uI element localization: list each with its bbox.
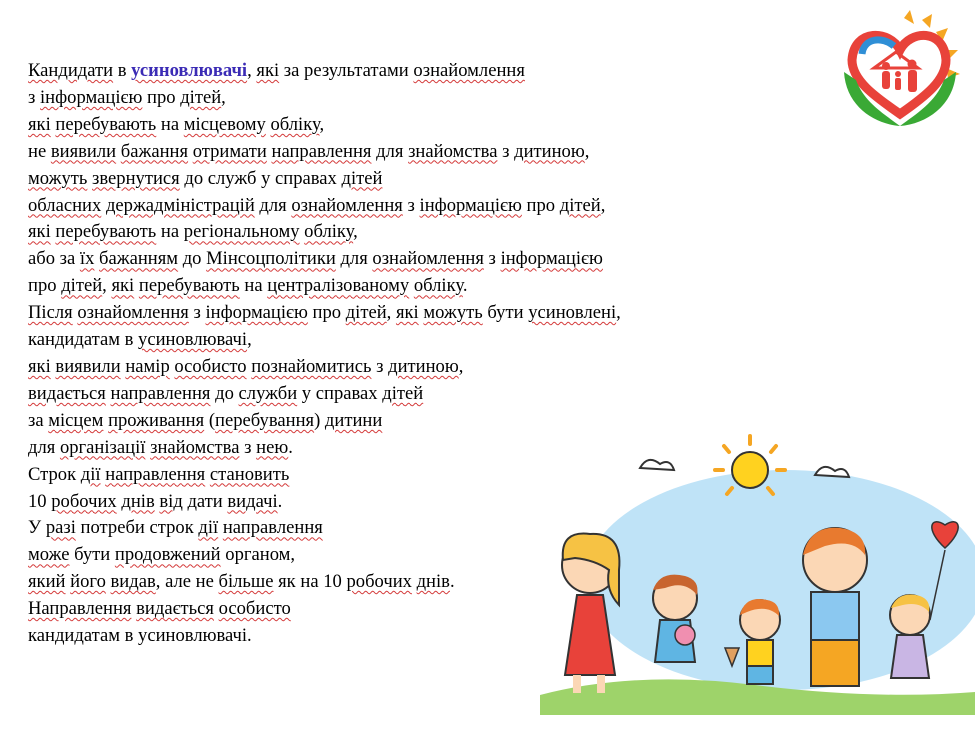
cloud-icon	[640, 460, 674, 470]
text-line	[28, 300, 621, 327]
text-segment: обліку	[304, 221, 354, 243]
text-segment: перебувають	[55, 113, 157, 135]
text-segment: за	[28, 409, 49, 431]
text-segment: для	[371, 140, 409, 162]
text-segment: служби	[238, 382, 298, 404]
text-segment: які	[256, 60, 280, 81]
text-segment: його	[70, 571, 106, 593]
text-segment: з	[188, 302, 206, 324]
text-segment: днів	[416, 571, 450, 593]
text-segment: можуть	[28, 167, 88, 189]
text-line	[28, 354, 621, 381]
text-segment: інформацією	[205, 302, 308, 324]
text-segment: потреби строк	[75, 517, 199, 539]
text-segment: до служб у справах	[179, 167, 342, 189]
text-segment: ,	[458, 355, 464, 377]
text-segment: бажання	[120, 140, 189, 162]
logo-family	[874, 52, 918, 92]
text-segment: видається	[28, 382, 106, 404]
text-segment: видається	[136, 598, 214, 620]
logo-icon	[834, 10, 966, 134]
text-segment: регіональному	[183, 221, 300, 243]
text-line	[28, 112, 621, 139]
text-segment: обліку	[270, 113, 320, 135]
text-segment: знайомства	[150, 436, 240, 458]
text-segment: обласних	[28, 194, 102, 216]
text-segment: кандидатам в усиновлювачі.	[28, 625, 252, 647]
text-segment: ознайомлення	[77, 302, 189, 324]
text-segment: (	[204, 409, 216, 431]
text-segment: ,	[247, 329, 252, 351]
text-segment: дитини	[324, 409, 383, 431]
text-segment: намір	[125, 355, 170, 377]
text-segment: робочих	[51, 490, 117, 512]
text-segment: дитиною	[514, 140, 585, 162]
text-segment: про	[142, 86, 181, 108]
text-segment: проживання	[108, 409, 205, 431]
text-segment: становить	[209, 463, 290, 485]
text-line	[28, 408, 621, 435]
cloud-icon	[815, 467, 849, 477]
text-segment: видачі	[227, 490, 278, 512]
family-illustration	[535, 430, 975, 725]
text-segment: бути	[482, 302, 529, 324]
text-segment: дії	[198, 517, 219, 539]
text-segment: усиновлені	[528, 302, 617, 324]
text-segment: )	[314, 409, 325, 431]
text-line	[28, 139, 621, 166]
text-segment: їх	[79, 248, 95, 270]
text-segment: ,	[102, 275, 112, 297]
text-segment: про	[28, 275, 62, 297]
text-segment: Кандидати	[28, 60, 114, 81]
text-segment: , але не	[155, 571, 219, 593]
text-segment: дітей	[341, 167, 383, 189]
text-segment: ,	[247, 60, 257, 81]
text-segment: на	[156, 113, 184, 135]
text-segment: з	[239, 436, 257, 458]
text-segment: виявили	[50, 140, 117, 162]
text-segment: 10	[28, 490, 52, 512]
text-segment: обліку	[413, 275, 463, 297]
text-segment: на	[156, 221, 184, 243]
text-segment: отримати	[192, 140, 267, 162]
text-segment: ,	[584, 140, 590, 162]
text-line	[28, 515, 621, 542]
text-line	[28, 327, 621, 354]
text-segment: для	[335, 248, 373, 270]
text-line	[28, 85, 621, 112]
text-line	[28, 596, 621, 623]
text-segment: у справах	[297, 382, 383, 404]
text-segment: ,	[221, 86, 226, 108]
text-segment: дітей	[61, 275, 103, 297]
text-line	[28, 623, 621, 650]
text-segment: які	[28, 113, 51, 135]
text-segment: які	[28, 221, 51, 243]
small-girl-figure	[890, 595, 930, 679]
text-segment: інформацією	[419, 194, 522, 216]
text-segment: інформацією	[500, 248, 603, 270]
text-segment: від	[159, 490, 183, 512]
text-segment: організації	[59, 436, 146, 458]
text-segment: дітей	[345, 302, 387, 324]
text-segment: або за	[28, 248, 80, 270]
text-segment: до	[210, 382, 239, 404]
logo-heart-blue	[862, 40, 894, 54]
text-segment: централізованому	[267, 275, 410, 297]
text-line	[28, 166, 621, 193]
text-segment: видав	[110, 571, 156, 593]
text-segment: на	[239, 275, 268, 297]
text-line	[28, 569, 621, 596]
text-segment: направлення	[105, 463, 206, 485]
text-segment: ,	[386, 302, 396, 324]
text-line	[28, 489, 621, 516]
text-segment: органом,	[220, 544, 296, 566]
text-segment: особисто	[218, 598, 291, 620]
text-segment: бажанням	[99, 248, 179, 270]
text-segment: з	[483, 248, 501, 270]
text-segment: виявили	[55, 355, 121, 377]
text-segment: .	[288, 436, 293, 458]
text-segment: місцем	[48, 409, 104, 431]
text-segment: дії	[80, 463, 101, 485]
text-segment: як на 10	[273, 571, 347, 593]
text-segment: усиновлювачі	[138, 329, 248, 351]
text-segment: Мінсоцполітики	[206, 248, 336, 270]
text-segment: ,	[319, 113, 325, 135]
text-segment: направлення	[271, 140, 372, 162]
text-segment: перебувають	[138, 275, 240, 297]
logo-left-hand	[844, 72, 900, 126]
text-segment: з	[402, 194, 420, 216]
text-line	[28, 462, 621, 489]
text-segment: дітей	[382, 382, 424, 404]
text-line	[28, 193, 621, 220]
text-segment: не	[28, 140, 51, 162]
text-segment: за результатами	[279, 60, 414, 81]
text-line	[28, 381, 621, 408]
text-segment: в	[113, 60, 132, 81]
text-segment: ознайомлення	[291, 194, 403, 216]
text-segment: Після	[28, 302, 73, 324]
text-segment: дітей	[559, 194, 601, 216]
text-segment: можуть	[423, 302, 483, 324]
text-segment: направлення	[110, 382, 211, 404]
text-segment: які	[395, 302, 419, 324]
text-segment: разі	[45, 517, 76, 539]
text-segment: нею	[256, 436, 289, 458]
text-segment: .	[277, 490, 283, 512]
text-segment: який	[28, 571, 66, 593]
text-segment: кандидатам в	[28, 329, 139, 351]
text-segment: про	[521, 194, 560, 216]
text-segment: робочих	[346, 571, 412, 593]
text-segment: які	[111, 275, 135, 297]
text-segment: ,	[353, 221, 358, 243]
father-figure	[803, 528, 867, 686]
text-segment: Направлення	[28, 598, 132, 620]
text-segment: дати	[182, 490, 228, 512]
document-text	[28, 58, 621, 650]
text-segment: до	[178, 248, 207, 270]
text-segment: більше	[218, 571, 274, 593]
text-segment: місцевому	[183, 113, 266, 135]
text-segment: .	[462, 275, 468, 297]
text-segment: ,	[600, 194, 606, 216]
text-segment: познайомитись	[251, 355, 372, 377]
text-segment: з	[371, 355, 389, 377]
text-segment: ,	[616, 302, 621, 324]
text-segment: бути	[69, 544, 115, 566]
text-segment: для	[28, 436, 60, 458]
text-line	[28, 273, 621, 300]
highlighted-word: усиновлювачі	[131, 60, 248, 81]
text-segment: дитиною	[388, 355, 459, 377]
text-segment: дітей	[180, 86, 222, 108]
text-segment: днів	[121, 490, 155, 512]
text-segment: ознайомлення	[413, 60, 525, 81]
text-segment: з	[497, 140, 515, 162]
text-segment: знайомства	[408, 140, 498, 162]
text-segment: звернутися	[92, 167, 180, 189]
text-segment: про	[307, 302, 346, 324]
text-segment: У	[28, 517, 46, 539]
text-segment: .	[449, 571, 455, 593]
text-segment: які	[28, 355, 51, 377]
text-segment: може	[28, 544, 70, 566]
text-segment: ознайомлення	[372, 248, 484, 270]
text-segment: держадміністрацій	[105, 194, 255, 216]
text-segment: направлення	[222, 517, 323, 539]
text-segment: особисто	[174, 355, 247, 377]
text-segment: Строк	[28, 463, 81, 485]
text-segment: з	[28, 86, 40, 108]
text-line	[28, 58, 621, 85]
text-line	[28, 219, 621, 246]
text-line	[28, 435, 621, 462]
text-segment: перебування	[215, 409, 315, 431]
text-segment: продовжений	[114, 544, 221, 566]
text-line	[28, 246, 621, 273]
text-segment: перебувають	[55, 221, 157, 243]
text-segment: інформацією	[40, 86, 143, 108]
text-segment: для	[254, 194, 292, 216]
text-line	[28, 542, 621, 569]
